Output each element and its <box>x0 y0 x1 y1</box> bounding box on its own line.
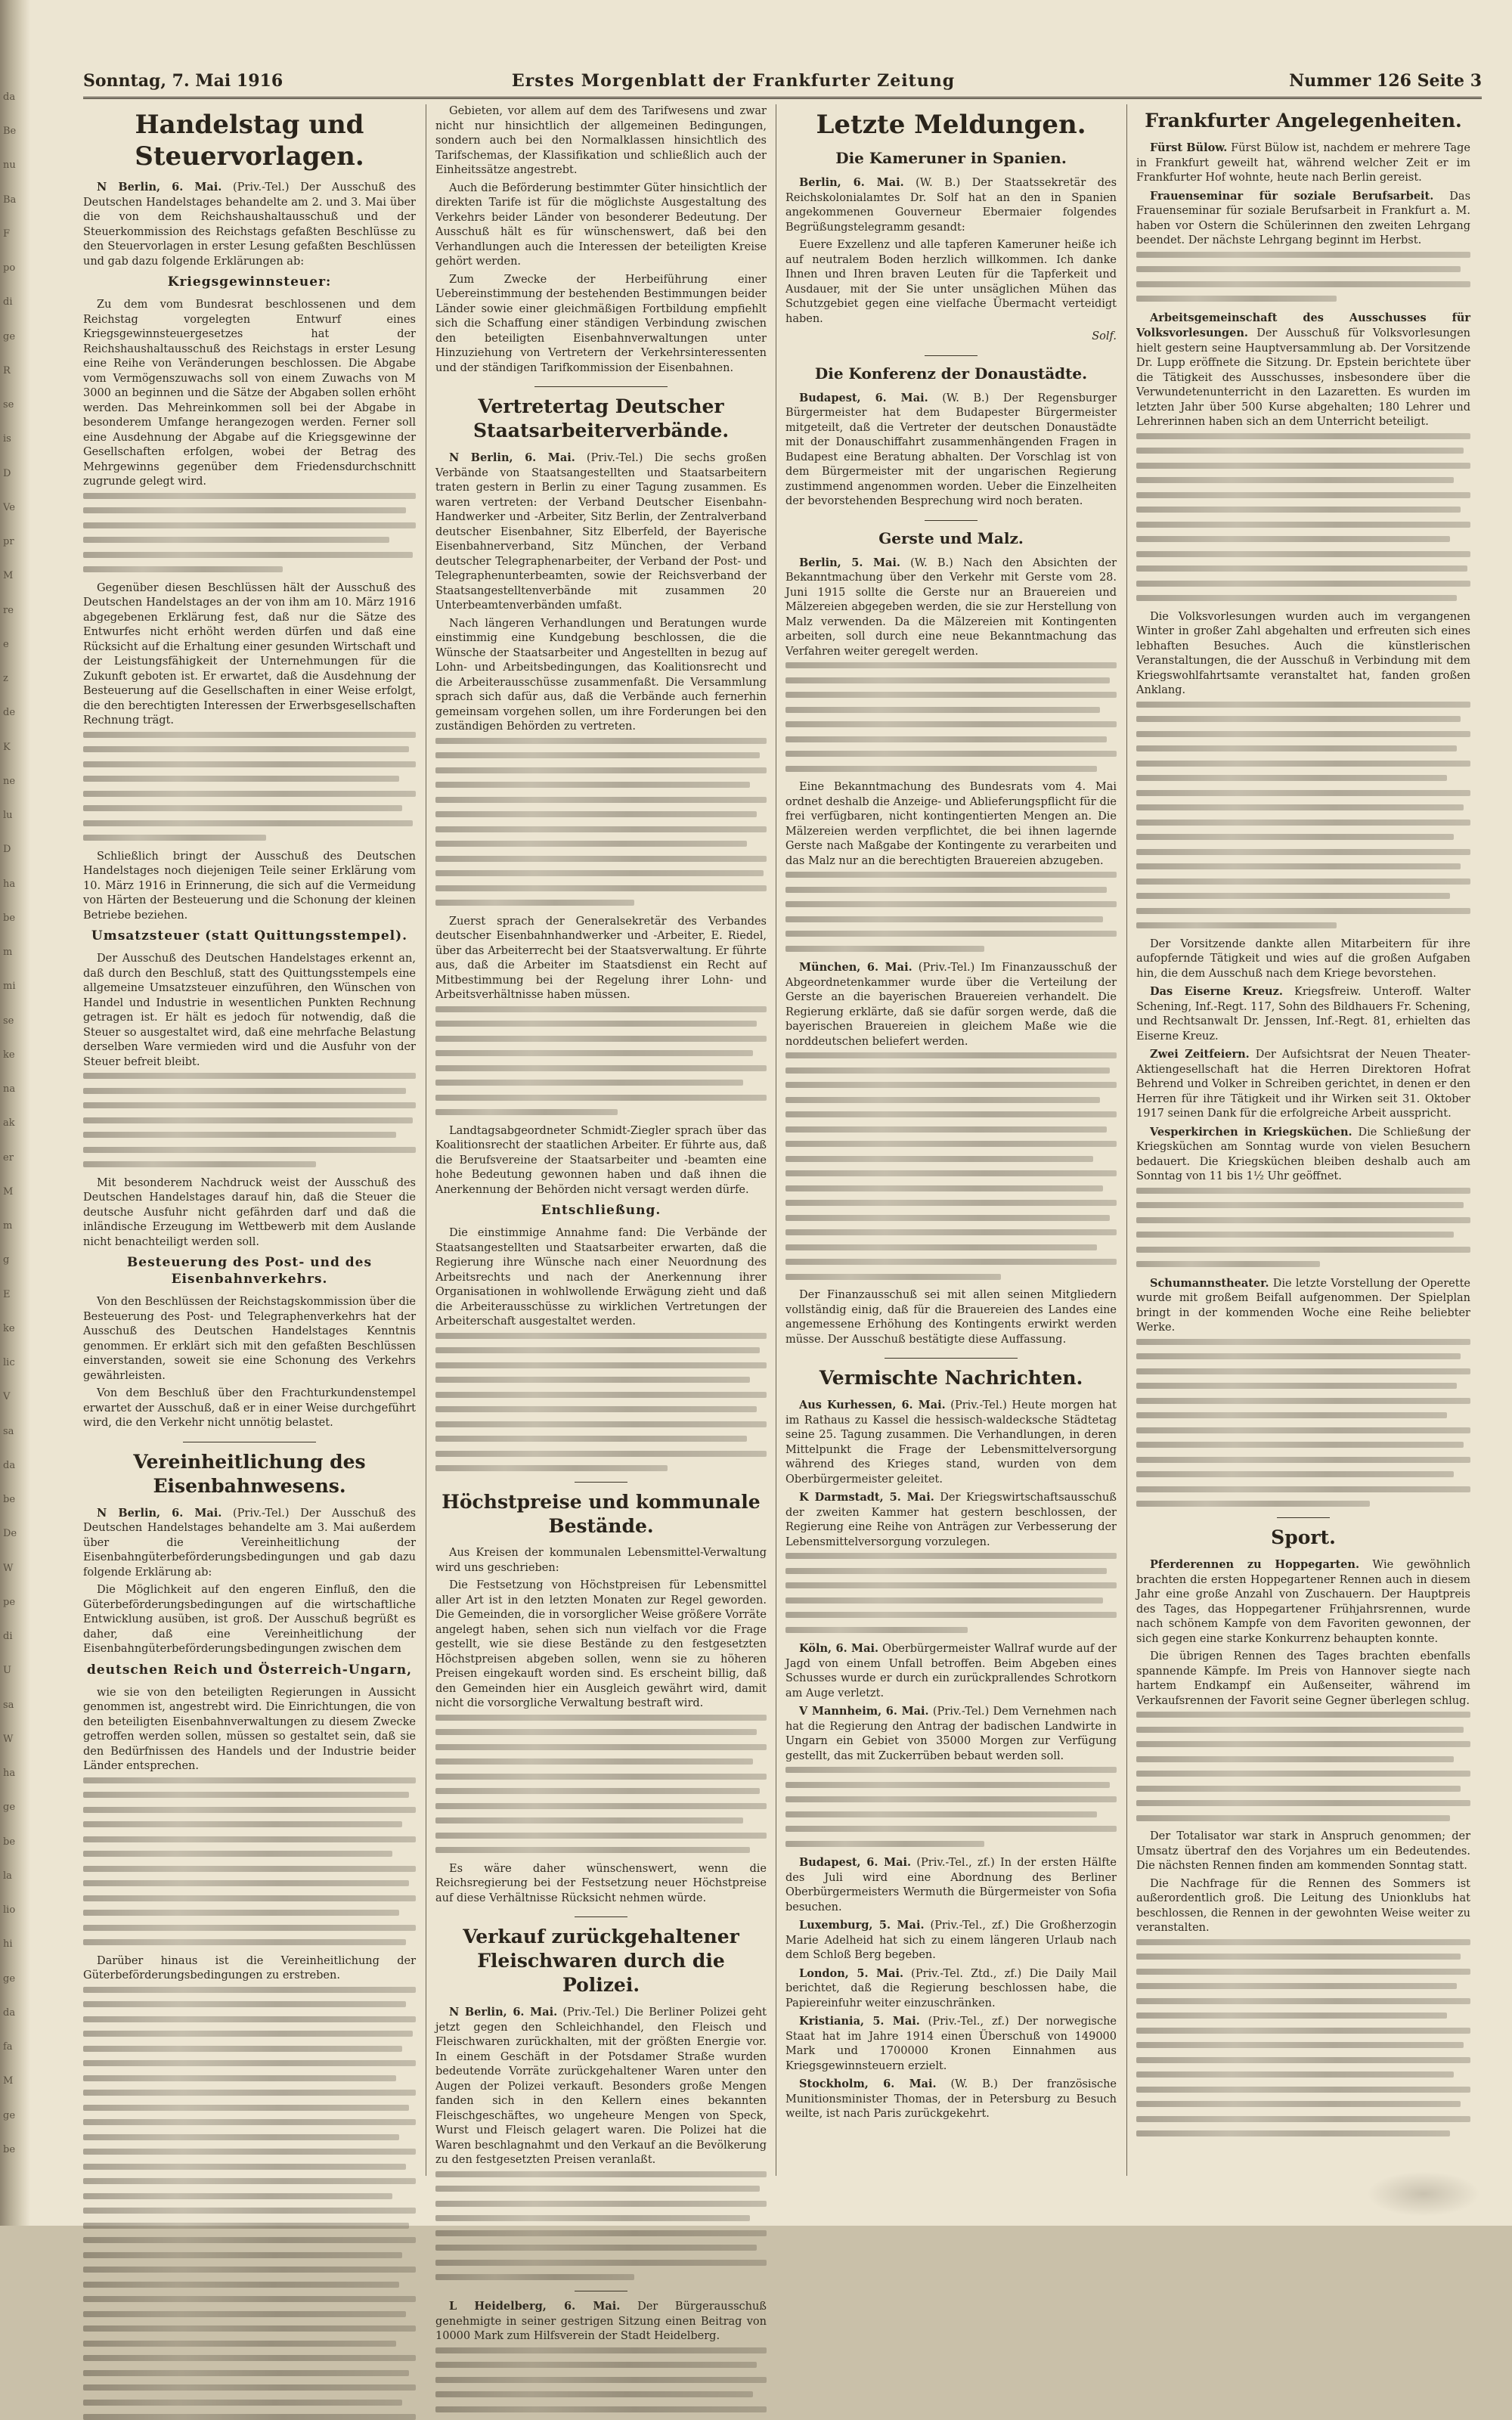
paragraph-text: Wie gewöhnlich brachten die ersten Hoppegartener Rennen auch in diesem Jahr eine große Anzahl von Zuschauern. Der Hauptpreis des Tages, das Hoppegartener Frühjahrsrennen, wurde nach schönem Kampfe von dem Favoriten gewonnen, der sich gegen eine starke Konkurrenz behaupten konnte. <box>1136 1559 1470 1645</box>
article-paragraph: Nach längeren Verhandlungen und Beratungen wurde einstimmig eine Kundgebung beschlossen, die die Wünsche der Staatsarbeiter und Angestellten in bezug auf Lohn- und Arbeitsbedingungen, das Koalitionsrecht und die Arbeiterausschüsse zusammenfaßt. Die Versammlung sprach sich dafür aus, daß die Verbände auch fernerhin gemeinsam vorgehen sollen, um ihre Forderungen bei den zuständigen Behörden zu vertreten. <box>435 617 767 735</box>
dateline: Fürst Bülow. <box>1150 141 1227 154</box>
illegible-text-block <box>83 1777 416 1946</box>
article-heading: Frankfurter Angelegenheiten. <box>1136 109 1470 133</box>
dateline: Pferderennen zu Hoppegarten. <box>1150 1558 1359 1571</box>
article-heading: Handelstag und Steuervorlagen. <box>83 109 416 172</box>
article-paragraph: Der Ausschuß des Deutschen Handelstages erkennt an, daß durch den Beschluß, statt des Quittungsstempels eine allgemeine Umsatzsteuer einzuführen, den Wünschen von Handel und Industrie in wesentlichen Punkten Rechnung getragen ist. Er hält es jedoch für notwendig, daß die Steuer so ausgestaltet wird, daß eine mehrfache Belastung derselben Ware vermieden wird und die Ausfuhr von der Steuer befreit bleibt. <box>83 952 416 1070</box>
adjacent-page-fragment: M <box>3 1185 26 1198</box>
illegible-text-block <box>435 738 767 906</box>
paragraph-text: (W. B.) Der französische Munitionsminister Thomas, der in Petersburg zu Besuch weilte, ist nach Paris zurückgekehrt. <box>785 2078 1117 2120</box>
article-heading: Höchstpreise und kommunale Bestände. <box>435 1490 767 1538</box>
article-handelstag-steuervorlagen <box>83 109 416 1431</box>
article-paragraph <box>83 180 416 269</box>
adjacent-page-fragment: M <box>3 2075 26 2087</box>
article-paragraph: Die Nachfrage für die Rennen des Sommers ist außerordentlich groß. Die Leitung des Unionklubs hat beschlossen, die Rennen in der gewohnten Weise weiter zu veranstalten. <box>1136 1877 1470 1936</box>
adjacent-page-fragment: V <box>3 1390 26 1403</box>
article-heading: Vermischte Nachrichten. <box>785 1366 1117 1390</box>
article-sport <box>1136 1526 1470 2136</box>
article-separator <box>534 386 667 387</box>
article-paragraph <box>1136 984 1470 1044</box>
adjacent-page-fragment: da <box>3 91 26 104</box>
paragraph-text: (Priv.-Tel., zf.) In der ersten Hälfte des Juli wird eine Abordnung des Berliner Oberbürgermeisters Wermuth die Bürgermeister von Sofia besuchen. <box>785 1857 1117 1913</box>
article-paragraph: Der Vorsitzende dankte allen Mitarbeitern für ihre aufopfernde Tätigkeit und wies auf die großen Aufgaben hin, die dem Ausschuß nach dem Kriege bevorstehen. <box>1136 937 1470 982</box>
dateline: Aus Kurhessen, 6. Mai. <box>799 1399 946 1411</box>
column-1 <box>83 104 416 2191</box>
adjacent-page-fragment: m <box>3 1219 26 1232</box>
adjacent-page-fragment: E <box>3 1288 26 1301</box>
article-vermischte-nachrichten <box>785 1366 1117 2122</box>
illegible-text-block <box>435 2171 767 2281</box>
article-paragraph <box>1136 1557 1470 1647</box>
adjacent-page-fragment: Ve <box>3 501 26 514</box>
article-paragraph: Die übrigen Rennen des Tages brachten ebenfalls spannende Kämpfe. Im Preis von Hannover siegte nach hartem Endkampf ein Außenseiter, während im Verkaufsrennen der Favorit seine Gegner überlegen schlug. <box>1136 1650 1470 1709</box>
adjacent-page-fragment: ha <box>3 1767 26 1780</box>
illegible-text-block <box>785 1767 1117 1847</box>
illegible-text-block <box>435 1715 767 1854</box>
adjacent-page-fragment: po <box>3 262 26 274</box>
article-paragraph <box>83 1506 416 1581</box>
paragraph-text: Kriegsfreiw. Unteroff. Walter Schening, Inf.-Regt. 117, Sohn des Bildhauers Fr. Schening, und Rechtsanwalt Dr. Jenssen, Inf.-Regt. 81, erhielten das Eiserne Kreuz. <box>1136 986 1470 1043</box>
article-subheading: Umsatzsteuer (statt Quittungsstempel). <box>83 928 416 944</box>
illegible-text-block <box>83 732 416 841</box>
adjacent-page-fragment: ge <box>3 1801 26 1814</box>
dateline: Berlin, 6. Mai. <box>799 176 904 189</box>
adjacent-page-fragment: ge <box>3 330 26 343</box>
dateline: London, 5. Mai. <box>799 1967 903 1980</box>
article-paragraph: Die Möglichkeit auf den engeren Einfluß, den die Güterbeförderungsbedingungen auf die wirtschaftliche Entwicklung ausüben, ist groß. Der Ausschuß begrüßt es daher, daß eine Vereinheitlichung der Eisenbahngüterbeförderungsbedingungen zwischen dem <box>83 1583 416 1657</box>
illegible-text-block <box>785 1052 1117 1280</box>
illegible-text-block <box>1136 1712 1470 1821</box>
adjacent-page-fragment: da <box>3 1459 26 1472</box>
adjacent-page-fragment: ke <box>3 1322 26 1335</box>
adjacent-page-fragment: nu <box>3 159 26 172</box>
article-eisenbahnwesen-continued <box>435 104 767 376</box>
paragraph-text: Die Schließung der Kriegsküchen am Sonntag wurde von vielen Besuchern bedauert. Die Kriegsküchen bleiben deshalb auch am Sonntag von 11 bis 1½ Uhr geöffnet. <box>1136 1126 1470 1183</box>
article-paragraph: Die einstimmige Annahme fand: Die Verbände der Staatsangestellten und Staatsarbeiter erwarten, daß die Regierung ihre Wünsche nach einer Neuordnung des Arbeitsrechts und nach der Anerkennung ihrer Organisationen in wohlwollende Erwägung zieht und daß die Arbeiterausschüsse zu wirklichen Vertretungen der Arbeiterschaft ausgestaltet werden. <box>435 1226 767 1330</box>
article-subheading: Kriegsgewinnsteuer: <box>83 274 416 290</box>
adjacent-page-fragment: sa <box>3 1425 26 1438</box>
article-paragraph <box>785 556 1117 660</box>
article-paragraph: Eine Bekanntmachung des Bundesrats vom 4. Mai ordnet deshalb die Anzeige- und Ablieferungspflicht für die frei verfügbaren, nicht kontingentierten Mengen an. Die Mälzereien werden verpflichtet, die bei ihnen lagernde Gerste nach Maßgabe der Kontingente zu verarbeiten und das Malz nur an die berechtigten Brauereien abzugeben. <box>785 780 1117 869</box>
dateline: Arbeitsgemeinschaft des Ausschusses für Volksvorlesungen. <box>1136 311 1470 340</box>
article-subheading: Entschließung. <box>435 1202 767 1219</box>
article-paragraph <box>1136 1047 1470 1122</box>
article-paragraph <box>1136 1125 1470 1185</box>
article-paragraph: Euere Exzellenz und alle tapferen Kameruner heiße ich auf neutralem Boden herzlich willkommen. Ich danke Ihnen und Ihren braven Leuten für die Tapferkeit und Ausdauer, mit der Sie unter unsäglichen Mühen das Schutzgebiet gegen eine vielfache Übermacht verteidigt haben. <box>785 238 1117 327</box>
article-paragraph <box>1136 141 1470 186</box>
article-paragraph: Aus Kreisen der kommunalen Lebensmittel-Verwaltung wird uns geschrieben: <box>435 1546 767 1576</box>
article-paragraph: Auch die Beförderung bestimmter Güter hinsichtlich der direkten Tarife ist für die möglichste Ausgestaltung des Verkehrs beider Länder von besonderer Bedeutung. Der Ausschuß hält es für wünschenswert, daß bei den Verhandlungen auch die Interessen der beteiligten Kreise gehört werden. <box>435 181 767 270</box>
article-paragraph: Zum Zwecke der Herbeiführung einer Uebereinstimmung der bestehenden Bestimmungen beider Länder sowie einer gleichmäßigen Fortbildung empfiehlt sich die Schaffung einer ständigen Verbindung zwischen den beteiligten Eisenbahnverwaltungen unter Hinzuziehung von Vertretern der Verkehrsinteressenten und der ständigen Tarifkommission der Eisenbahnen. <box>435 273 767 376</box>
adjacent-page-fragment: na <box>3 1083 26 1095</box>
article-paragraph: Darüber hinaus ist die Vereinheitlichung der Güterbeförderungsbedingungen zu erstreben. <box>83 1954 416 1984</box>
column-4 <box>1136 104 1470 2191</box>
dateline: Luxemburg, 5. Mai. <box>799 1919 925 1932</box>
adjacent-page-fragment: se <box>3 398 26 411</box>
adjacent-page-fragment: ha <box>3 878 26 891</box>
article-separator <box>1277 1517 1331 1518</box>
adjacent-page-fragment: R <box>3 364 26 377</box>
paragraph-text: (Priv.-Tel., zf.) Der norwegische Staat hat im Jahre 1914 einen Überschuß von 149000 Mark und 1700000 Kronen Einnahmen aus Kriegsgewinnsteuern erzielt. <box>785 2016 1117 2072</box>
column-3 <box>785 104 1117 2191</box>
article-paragraph <box>435 451 767 614</box>
adjacent-page-fragment: be <box>3 1836 26 1848</box>
illegible-text-block <box>1136 702 1470 929</box>
illegible-text-block <box>83 1987 416 2420</box>
dateline: Frauenseminar für soziale Berufsarbeit. <box>1150 190 1433 203</box>
article-heading: Sport. <box>1136 1526 1470 1550</box>
dateline: N Berlin, 6. Mai. <box>97 1507 222 1520</box>
article-subheading: Die Kameruner in Spanien. <box>785 148 1117 168</box>
adjacent-page-fragment: pe <box>3 1596 26 1609</box>
adjacent-page-fragment: hi <box>3 1938 26 1951</box>
masthead-title: Erstes Morgenblatt der Frankfurter Zeitung <box>507 71 960 91</box>
article-paragraph: Die Festsetzung von Höchstpreisen für Lebensmittel aller Art ist in den letzten Monaten zur Regel geworden. Die Gemeinden, die in vorsorglicher Weise größere Vorräte angelegt haben, sehen sich nun vielfach vor die Frage gestellt, wie sie diese Bestände zu den festgesetzten Höchstpreisen abgeben sollen, wenn sie zu höheren Preisen eingekauft worden sind. Es erscheint billig, daß den Gemeinden hier ein Ausgleich gewährt wird, damit nicht die vorsorgliche Verwaltung bestraft wird. <box>435 1579 767 1712</box>
adjacent-page-fragment: de <box>3 706 26 719</box>
paragraph-text: (Priv.-Tel.) Der Ausschuß des Deutschen Handelstages behandelte am 2. und 3. Mai über die von dem Reichshaushaltausschuß und der Steuerkommission des Reichstags gefaßten Beschlüsse zu den Steuervorlagen in erster Lesung gefaßten Beschlüssen und gab dazu folgende Erklärungen ab: <box>83 181 416 268</box>
article-fleischwaren <box>435 1925 767 2412</box>
article-paragraph <box>785 2077 1117 2122</box>
adjacent-page-fragment: U <box>3 1664 26 1677</box>
adjacent-page-fragment: K <box>3 741 26 754</box>
adjacent-page-fragment: da <box>3 2006 26 2019</box>
adjacent-page-fragment: g <box>3 1253 26 1266</box>
paragraph-text: (Priv.-Tel. Ztd., zf.) Die Daily Mail berichtet, daß die Regierung beschlossen habe, die Papiereinfuhr weiter einzuschränken. <box>785 1968 1117 2009</box>
article-paragraph: Der Finanzausschuß sei mit allen seinen Mitgliedern vollständig einig, daß für die Brauereien des Landes eine angemessene Erhöhung des Kontingents erwirkt werden müsse. Der Ausschuß bestätigte diese Auffassung. <box>785 1288 1117 1347</box>
paragraph-text: Der Aufsichtsrat der Neuen Theater-Aktiengesellschaft hat die Herren Direktoren Hofrat Behrend und Volker in Schreiben gerichtet, in denen er den Herren für ihre Tätigkeit und ihr Wirken seit 31. Oktober 1917 seinen Dank für die erfolgreiche Arbeit ausspricht. <box>1136 1049 1470 1120</box>
dateline: Vesperkirchen in Kriegsküchen. <box>1150 1126 1352 1139</box>
article-frankfurter-angelegenheiten <box>1136 109 1470 1507</box>
adjacent-page-fragment: W <box>3 1562 26 1575</box>
article-heading: Vertretertag Deutscher Staatsarbeiterverbände. <box>435 395 767 443</box>
signature: Solf. <box>785 330 1117 345</box>
article-paragraph: Gegenüber diesen Beschlüssen hält der Ausschuß des Deutschen Handelstages an der von ihm am 10. März 1916 abgegebenen Erklärung fest, daß nur die Sätze des Entwurfes nicht erhöht werden dürfen und daß eine Rücksicht auf die Erhaltung einer gesunden Wirtschaft und der Leistungsfähigkeit der Unternehmungen für die Zukunft geboten ist. Er erwartet, daß die Ausdehnung der Besteuerung auf die Gesellschaften in einer Weise erfolgt, die den berechtigten Interessen der Erwerbsgesellschaften Rechnung trägt. <box>83 581 416 729</box>
adjacent-page-fragment: la <box>3 1870 26 1882</box>
article-paragraph <box>785 1704 1117 1764</box>
article-heading: Vereinheitlichung des Eisenbahnwesens. <box>83 1450 416 1498</box>
adjacent-page-fragment: z <box>3 672 26 685</box>
adjacent-page-fragment: er <box>3 1151 26 1164</box>
article-paragraph: Zuerst sprach der Generalsekretär des Verbandes deutscher Eisenbahnhandwerker und -Arbeiter, E. Riedel, über das Arbeiterrecht bei der Staatsverwaltung. Er führte aus, daß die Arbeiter im Staatsdienst ein Recht auf Mitbestimmung bei der Regelung ihrer Lohn- und Arbeitsverhältnisse haben müssen. <box>435 915 767 1003</box>
dateline: K Darmstadt, 5. Mai. <box>799 1491 934 1504</box>
article-paragraph <box>435 2005 767 2168</box>
article-paragraph <box>785 1966 1117 2012</box>
article-paragraph: wie sie von den beteiligten Regierungen in Aussicht genommen ist, angestrebt wird. Die Einrichtungen, die von den beteiligten Eisenbahnverwaltungen zu diesem Zwecke getroffen werden sollen, müssen so gestaltet sein, daß sie den Bedürfnissen des Handels und der Industrie beider Länder entsprechen. <box>83 1686 416 1774</box>
dateline: Zwei Zeitfeiern. <box>1150 1048 1250 1061</box>
adjacent-page-fragment: D <box>3 467 26 480</box>
article-heading: Verkauf zurückgehaltener Fleischwaren durch die Polizei. <box>435 1925 767 1997</box>
illegible-text-block <box>83 1073 416 1167</box>
article-paragraph: Landtagsabgeordneter Schmidt-Ziegler sprach über das Koalitionsrecht der staatlichen Arbeiter. Er führte aus, daß die Berufsvereine der Staatsarbeiter und -beamten eine hohe Bedeutung gewonnen haben und daß ihnen die Anerkennung der Behörden nicht versagt werden dürfe. <box>435 1124 767 1198</box>
paragraph-text: (W. B.) Der Regensburger Bürgermeister hat dem Budapester Bürgermeister mitgeteilt, daß die Vertreter der deutschen Donaustädte mit der Donauschiffahrt zusammenhängenden Fragen in Budapest eine Beratung abhalten. Der Vorschlag ist von dem Bürgermeister mit der ungarischen Regierung zustimmend angenommen worden. Ueber die Einzelheiten der bevorstehenden Besprechung wird noch beraten. <box>785 392 1117 508</box>
adjacent-page-fragment: ge <box>3 2109 26 2122</box>
article-paragraph <box>785 1918 1117 1963</box>
paragraph-text: Der Kriegswirtschaftsausschuß der zweiten Kammer hat gestern beschlossen, der Regierung eine Reihe von Anträgen zur Verbesserung der Lebensmittelversorgung vorzulegen. <box>785 1492 1117 1548</box>
dateline: München, 6. Mai. <box>799 961 912 974</box>
article-paragraph <box>785 1490 1117 1550</box>
column-rule <box>1126 104 1127 2176</box>
adjacent-page-fragment: lio <box>3 1904 26 1916</box>
paragraph-text: (Priv.-Tel.) Die Berliner Polizei geht jetzt gegen den Schleichhandel, den Fleisch und Fleischwaren zurückhalten, mit der größten Energie vor. In einem Geschäft in der Potsdamer Straße wurden bedeutende Vorräte zurückgehaltener Waren unter den Augen der Polizei verkauft. Besonders große Mengen fanden sich in den Kellern eines bekannten Fleischgeschäftes, wo ungeheure Mengen von Speck, Wurst und Fleisch gelagert waren. Die Polizei hat die Waren beschlagnahmt und den Verkauf an die Bevölkerung zu den festgesetzten Preisen veranlaßt. <box>435 2006 767 2166</box>
paragraph-text: Der Bürgerausschuß genehmigte in seiner gestrigen Sitzung einen Beitrag von 10000 Mark zum Hilfsverein der Stadt Heidelberg. <box>435 2301 767 2342</box>
illegible-text-block <box>1136 1188 1470 1268</box>
illegible-text-block <box>1136 433 1470 602</box>
article-paragraph: Es wäre daher wünschenswert, wenn die Reichsregierung bei der Festsetzung neuer Höchstpreise auf diese Verhältnisse Rücksicht nehmen würde. <box>435 1862 767 1907</box>
adjacent-page-fragment: di <box>3 1630 26 1643</box>
dateline: Budapest, 6. Mai. <box>799 1856 911 1869</box>
paragraph-text: (W. B.) Nach den Absichten der Bekanntmachung über den Verkehr mit Gerste vom 28. Juni 1915 sollte die Gerste nur an Brauereien und Mälzereien abgegeben werden, die sie zur Herstellung von Malz verwenden. Da die Mälzereien mit Kontingenten arbeiten, soll durch eine neue Bekanntmachung das Verfahren weiter geregelt werden. <box>785 557 1117 658</box>
illegible-text-block <box>1136 1339 1470 1507</box>
article-hoechstpreise <box>435 1490 767 1906</box>
article-paragraph <box>785 1855 1117 1915</box>
article-paragraph: Mit besonderem Nachdruck weist der Ausschuß des Deutschen Handelstages darauf hin, daß die Steuer die deutsche Ausfuhr nicht gefährden darf und daß die inländische Erzeugung im Wettbewerb mit dem Auslande nicht benachteiligt werden soll. <box>83 1176 416 1250</box>
article-paragraph <box>435 2299 767 2344</box>
article-paragraph: Von dem Beschluß über den Frachturkundenstempel erwartet der Ausschuß, daß er in einer Weise durchgeführt wird, die den Verkehr nicht unnötig belastet. <box>83 1387 416 1431</box>
article-paragraph: Gebieten, vor allem auf dem des Tarifwesens und zwar nicht nur hinsichtlich der allgemeinen Bedingungen, sondern auch bei den Normalklassen hinsichtlich des Tarifschemas, der Klassifikation und schließlich auch der Einheitssätze angestrebt. <box>435 104 767 178</box>
adjacent-page-fragment: D <box>3 843 26 856</box>
illegible-text-block <box>83 493 416 573</box>
dateline: Stockholm, 6. Mai. <box>799 2078 937 2090</box>
adjacent-page-fragment: Ba <box>3 194 26 206</box>
paragraph-text: (Priv.-Tel.) Heute morgen hat im Rathaus zu Kassel die hessisch-waldecksche Städtetag seine 25. Tagung zusammen. Die Verhandlungen, in deren Mittelpunkt die Frage der Lebensmittelversorgung während des Krieges stand, wurden von dem Oberbürgermeister geleitet. <box>785 1399 1117 1486</box>
adjacent-page-fragment: pr <box>3 535 26 548</box>
dateline: Kristiania, 5. Mai. <box>799 2015 920 2028</box>
paragraph-text: Der Ausschuß für Volksvorlesungen hielt gestern seine Hauptversammlung ab. Der Vorsitzende Dr. Lupp eröffnete die Sitzung. Dr. Epstein berichtete über die Tätigkeit des Ausschusses, insbesondere über die Verwundetenunterricht in den Lazaretten. Es wurden im letzten Jahr über 500 Kurse abgehalten; 180 Lehrer und Lehrerinnen haben sich an dem Unterricht beteiligt. <box>1136 327 1470 428</box>
masthead-issue-page: Nummer 126 Seite 3 <box>1289 71 1482 91</box>
paragraph-text: Oberbürgermeister Wallraf wurde auf der Jagd von einem Unfall betroffen. Beim Abgeben eines Schusses wurde er durch ein zurückprallendes Schrotkorn am Auge verletzt. <box>785 1643 1117 1700</box>
paragraph-text: (Priv.-Tel.) Dem Vernehmen nach hat die Regierung den Antrag der badischen Landwirte in Ungarn ein Gebiet von 35000 Morgen zur Verfügung gestellt, das mit Zuckerrüben bebaut werden soll. <box>785 1706 1117 1762</box>
adjacent-page-fragment: ge <box>3 1972 26 1985</box>
article-separator <box>575 1916 627 1917</box>
article-paragraph <box>785 2014 1117 2074</box>
article-heading: Letzte Meldungen. <box>785 109 1117 141</box>
adjacent-page-fragment: M <box>3 569 26 582</box>
illegible-text-block <box>435 2347 767 2412</box>
illegible-text-block <box>435 1006 767 1116</box>
dateline: Berlin, 5. Mai. <box>799 556 900 569</box>
illegible-text-block <box>785 662 1117 772</box>
adjacent-page-fragment: ne <box>3 775 26 788</box>
article-paragraph: Die Volksvorlesungen wurden auch im vergangenen Winter in großer Zahl abgehalten und erfreuten sich eines lebhaften Besuches. Auch die künstlerischen Veranstaltungen, die der Ausschuß in Verbindung mit dem Kriegswohlfahrtsamte veranstaltet hat, fanden großen Anklang. <box>1136 610 1470 699</box>
article-paragraph: Der Totalisator war stark in Anspruch genommen; der Umsatz übertraf den des Vorjahres um ein Bedeutendes. Die nächsten Rennen finden am kommenden Sonntag statt. <box>1136 1830 1470 1874</box>
masthead-date: Sonntag, 7. Mai 1916 <box>83 71 283 91</box>
adjacent-page-fragment: lu <box>3 809 26 822</box>
adjacent-page-fragment: lic <box>3 1356 26 1369</box>
dateline: N Berlin, 6. Mai. <box>97 181 222 194</box>
dateline: Köln, 6. Mai. <box>799 1642 878 1655</box>
dateline: N Berlin, 6. Mai. <box>449 2006 557 2019</box>
paragraph-text: Das Frauenseminar für soziale Berufsarbeit in Frankfurt a. M. haben vor Ostern die Schülerinnen den zweiten Lehrgang beendet. Der nächste Lehrgang beginnt im Herbst. <box>1136 191 1470 247</box>
paragraph-text: (Priv.-Tel.) Im Finanzausschuß der Abgeordnetenkammer wurde über die Verteilung der Gerste an die bayerischen Brauereien verhandelt. Die Regierung erklärte, daß sie dafür sorgen werde, daß die bayerischen Brauereien in gleichem Maße wie die norddeutschen beliefert werden. <box>785 962 1117 1048</box>
dateline: V Mannheim, 6. Mai. <box>799 1705 929 1718</box>
illegible-text-block <box>1136 1939 1470 2137</box>
dateline: Budapest, 6. Mai. <box>799 392 928 404</box>
article-paragraph <box>1136 311 1470 430</box>
article-paragraph <box>785 1641 1117 1701</box>
adjacent-page-fragment: be <box>3 2143 26 2156</box>
article-paragraph <box>785 1398 1117 1487</box>
adjacent-page-fragment: be <box>3 1493 26 1506</box>
paragraph-text: Die letzte Vorstellung der Operette wurde mit großem Beifall aufgenommen. Der Spielplan bringt in der kommenden Woche eine Reihe beliebter Werke. <box>1136 1278 1470 1334</box>
paragraph-text: (W. B.) Der Staatssekretär des Reichskolonialamtes Dr. Solf hat an den in Spanien angekommenen Gouverneur Ebermaier folgendes Begrüßungstelegramm gesandt: <box>785 177 1117 234</box>
adjacent-page-fragment: be <box>3 912 26 925</box>
article-subheading: Die Konferenz der Donaustädte. <box>785 364 1117 383</box>
article-paragraph <box>785 960 1117 1049</box>
article-subheading: Gerste und Malz. <box>785 528 1117 548</box>
dateline: Schumannstheater. <box>1150 1277 1269 1290</box>
article-paragraph <box>1136 1276 1470 1336</box>
illegible-text-block <box>785 1553 1117 1633</box>
illegible-text-block <box>435 1333 767 1472</box>
paragraph-text: (Priv.-Tel.) Der Ausschuß des Deutschen Handelstages behandelte am 3. Mai außerdem über die Vereinheitlichung der Eisenbahngüterbeförderungsbedingungen und gab dazu folgende Erklärung ab: <box>83 1507 416 1579</box>
article-eisenbahnwesen <box>83 1450 416 2420</box>
adjacent-page-fragment: mi <box>3 980 26 993</box>
article-separator <box>885 1358 1017 1359</box>
adjacent-page-fragment: se <box>3 1015 26 1027</box>
dateline: Das Eiserne Kreuz. <box>1150 985 1283 998</box>
article-paragraph: Zu dem vom Bundesrat beschlossenen und dem Reichstag vorgelegten Entwurf eines Kriegsgewinnsteuergesetzes hat der Reichshaushaltausschuß des Reichstags in erster Lesung eine Reihe von Veränderungen beschlossen. Die Abgabe vom Vermögenszuwachs soll von einem Zuwachs von M 3000 an beginnen und die Sätze der Abgaben sollen erhöht werden. Das Mehreinkommen soll bei der Abgabe in besonderem Umfange herangezogen werden. Ferner soll eine Ausdehnung der Abgabe auf die Kriegsgewinne der Gesellschaften erfolgen, wobei der Betrag des Mehrgewinns gegenüber dem Friedensdurchschnitt zugrunde gelegt wird. <box>83 298 416 490</box>
adjacent-page-fragment: De <box>3 1527 26 1540</box>
article-subheading: Besteuerung des Post- und des Eisenbahnverkehrs. <box>83 1254 416 1287</box>
article-staatsarbeiterverbaende <box>435 395 767 1471</box>
article-letzte-meldungen <box>785 109 1117 1347</box>
article-paragraph: Schließlich bringt der Ausschuß des Deutschen Handelstages noch diejenigen Teile seiner Erklärung vom 10. März 1916 in Erinnerung, die sich auf die Vermeidung von Härten der Besteuerung und die Schonung der kleinen Betriebe beziehen. <box>83 850 416 924</box>
adjacent-page-fragment: W <box>3 1733 26 1746</box>
adjacent-page-fragment: is <box>3 432 26 445</box>
article-separator <box>925 355 978 356</box>
adjacent-page-fragment: fa <box>3 2040 26 2053</box>
adjacent-page-fragment: ke <box>3 1049 26 1061</box>
adjacent-page-fragment: re <box>3 604 26 617</box>
dateline: L Heidelberg, 6. Mai. <box>449 2300 620 2313</box>
dateline: N Berlin, 6. Mai. <box>449 451 575 464</box>
adjacent-page-fragment: m <box>3 946 26 959</box>
article-subheading: deutschen Reich und Österreich-Ungarn, <box>83 1662 416 1678</box>
article-separator <box>925 520 978 521</box>
adjacent-page-fragment: F <box>3 228 26 240</box>
article-paragraph <box>1136 189 1470 249</box>
masthead <box>83 70 1482 99</box>
adjacent-page-fragment: di <box>3 296 26 308</box>
page-stain <box>1367 2171 1480 2217</box>
article-separator <box>575 1482 627 1483</box>
paragraph-text: Fürst Bülow ist, nachdem er mehrere Tage in Frankfurt geweilt hat, während welcher Zeit er im Frankfurter Hof wohnte, heute nach Berlin gereist. <box>1136 142 1470 184</box>
article-paragraph: Von den Beschlüssen der Reichstagskommission über die Besteuerung des Post- und Telegraphenverkehrs hat der Ausschuß des Deutschen Handelstages Kenntnis genommen. Er erklärt sich mit den gefaßten Beschlüssen einverstanden, soweit sie eine Schonung des Verkehrs gewährleisten. <box>83 1295 416 1384</box>
paragraph-text: (Priv.-Tel., zf.) Die Großherzogin Marie Adelheid hat sich zu einem längeren Urlaub nach dem Schloß Berg begeben. <box>785 1920 1117 1961</box>
paragraph-text: (Priv.-Tel.) Die sechs großen Verbände von Staatsangestellten und Staatsarbeitern traten gestern in Berlin zu einer Tagung zusammen. Es waren vertreten: der Verband Deutscher Eisenbahn-Handwerker und -Arbeiter, Sitz Berlin, der Zentralverband deutscher Eisenbahner, Sitz Elberfeld, der Bayerische Eisenbahnerverband, Sitz München, der Verband deutscher Telegraphenarbeiter, der Verband der Post- und Telegraphenunterbeamten, sowie der Reichsverband der Staatsangestelltenverbände mit zusammen 20 Unterbeamtenverbänden umfaßt. <box>435 452 767 612</box>
adjacent-page-fragment: ak <box>3 1117 26 1129</box>
column-2 <box>435 104 767 2191</box>
article-paragraph <box>785 175 1117 235</box>
adjacent-page-fragment: e <box>3 638 26 651</box>
illegible-text-block <box>1136 252 1470 302</box>
adjacent-page-fragment: Be <box>3 125 26 138</box>
illegible-text-block <box>785 872 1117 952</box>
adjacent-page-fragment: sa <box>3 1699 26 1712</box>
article-paragraph <box>785 391 1117 510</box>
